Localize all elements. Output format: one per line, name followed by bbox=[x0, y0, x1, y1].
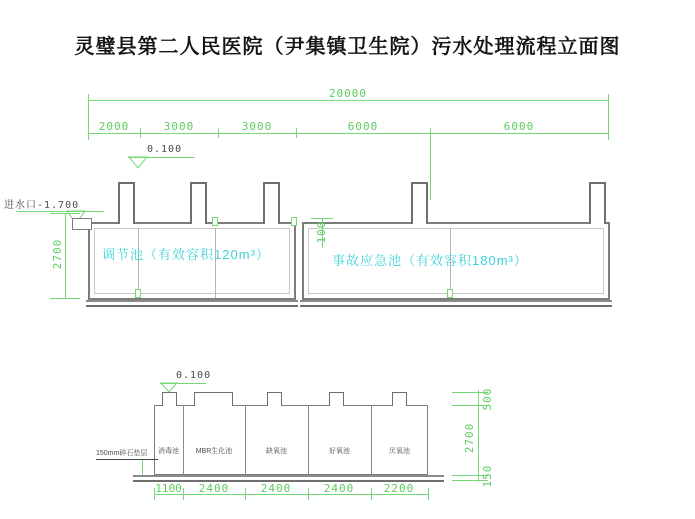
inlet-pipe-stub bbox=[72, 218, 92, 230]
dim-label: 3000 bbox=[163, 120, 195, 133]
elevation-value: 0.100 bbox=[147, 144, 183, 155]
dim-tick bbox=[371, 488, 372, 500]
opening-marker-icon bbox=[447, 289, 453, 298]
dimension-line bbox=[478, 390, 479, 482]
tank1-divider bbox=[138, 228, 139, 298]
dim-label: 2400 bbox=[198, 482, 230, 495]
dim-label: 1100 bbox=[155, 482, 182, 495]
opening-marker-icon bbox=[135, 289, 141, 298]
leader-line bbox=[96, 459, 158, 460]
leader-line bbox=[142, 460, 143, 475]
dim-tick bbox=[308, 488, 309, 500]
dim-label-total: 20000 bbox=[328, 87, 368, 100]
dim-tick bbox=[296, 128, 297, 138]
bedding-slab bbox=[133, 475, 444, 482]
tank2-label: 事故应急池（有效容积180m³） bbox=[332, 253, 528, 268]
dim-tick bbox=[218, 128, 219, 138]
dim-label: 6000 bbox=[503, 120, 535, 133]
dim-tick bbox=[88, 96, 89, 105]
dimension-line bbox=[65, 213, 66, 298]
compartment-divider bbox=[371, 405, 372, 475]
dim-label: 100 bbox=[315, 220, 328, 244]
tank1-label: 调节池（有效容积120m³） bbox=[102, 247, 270, 262]
vent-stack bbox=[411, 182, 428, 224]
vent-stack bbox=[392, 392, 407, 406]
compartment-divider bbox=[308, 405, 309, 475]
dimension-line bbox=[88, 133, 608, 134]
dim-label: 2400 bbox=[260, 482, 292, 495]
compartment-divider bbox=[245, 405, 246, 475]
dim-label: 6000 bbox=[347, 120, 379, 133]
dimension-line bbox=[88, 100, 608, 101]
dim-label: 2700 bbox=[51, 238, 64, 270]
compartment-label: MBR生化池 bbox=[195, 448, 233, 455]
compartment-label: 缺氧池 bbox=[266, 448, 287, 455]
equipment-shell bbox=[154, 405, 428, 475]
dim-tick bbox=[50, 298, 80, 299]
opening-marker-icon bbox=[212, 217, 218, 226]
bedding-label: 150mm碎石垫层 bbox=[96, 450, 148, 457]
vent-stack bbox=[267, 392, 282, 406]
dim-tick bbox=[608, 128, 609, 138]
dim-tick bbox=[608, 96, 609, 105]
vent-stack bbox=[190, 182, 207, 224]
dim-label: 2200 bbox=[383, 482, 415, 495]
dim-label: 500 bbox=[481, 387, 494, 411]
elevation-line bbox=[16, 211, 104, 212]
dim-tick bbox=[140, 128, 141, 138]
dim-label: 150 bbox=[481, 464, 494, 488]
tank1-base-slab bbox=[86, 300, 298, 307]
compartment-label: 消毒池 bbox=[158, 448, 179, 455]
access-hatch bbox=[194, 392, 233, 406]
extension-line bbox=[430, 135, 431, 200]
compartment-label: 厌氧池 bbox=[389, 448, 410, 455]
dim-label: 2400 bbox=[323, 482, 355, 495]
compartment-label: 好氧池 bbox=[329, 448, 350, 455]
elevation-triangle-icon bbox=[128, 157, 148, 169]
inlet-label: 进水口-1.700 bbox=[4, 200, 80, 211]
vent-stack bbox=[589, 182, 606, 224]
dim-label: 3000 bbox=[241, 120, 273, 133]
vent-stack bbox=[263, 182, 280, 224]
dim-tick bbox=[428, 488, 429, 500]
vent-stack bbox=[118, 182, 135, 224]
dim-tick bbox=[50, 213, 80, 214]
tank1-divider bbox=[215, 228, 216, 298]
elevation-value: 0.100 bbox=[176, 370, 212, 381]
tank2-base-slab bbox=[300, 300, 612, 307]
dim-tick bbox=[245, 488, 246, 500]
dim-label: 2000 bbox=[98, 120, 130, 133]
vent-stack bbox=[162, 392, 177, 406]
drawing-title: 灵璧县第二人民医院（尹集镇卫生院）污水处理流程立面图 bbox=[74, 36, 621, 58]
vent-stack bbox=[329, 392, 344, 406]
opening-marker-icon bbox=[291, 217, 297, 226]
dim-label: 2700 bbox=[463, 422, 476, 454]
compartment-divider bbox=[183, 405, 184, 475]
